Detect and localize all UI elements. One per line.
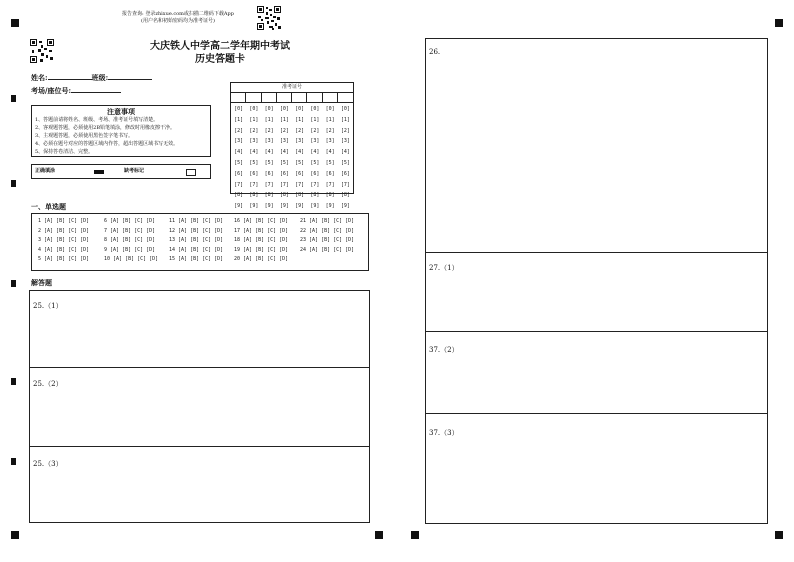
- choice-question[interactable]: 1 [A] [B] [C] [D]: [38, 218, 90, 224]
- notes-list: [32, 116, 210, 156]
- class-label: 班级:: [91, 73, 109, 82]
- ticket-bubble[interactable]: [2]: [325, 127, 335, 134]
- ticket-bubble[interactable]: [3]: [279, 138, 289, 145]
- ticket-entry-row[interactable]: [231, 93, 353, 103]
- seat-label: 考场/座位号:: [31, 86, 72, 95]
- timing-mark-left-3: [11, 280, 16, 287]
- choice-question[interactable]: 9 [A] [B] [C] [D]: [104, 246, 156, 253]
- ticket-bubble[interactable]: [2]: [234, 127, 244, 134]
- ticket-bubble[interactable]: [8]: [340, 192, 350, 199]
- ticket-bubble[interactable]: [3]: [264, 138, 274, 145]
- ticket-bubble[interactable]: [0]: [234, 106, 244, 112]
- ticket-bubble[interactable]: [8]: [264, 192, 274, 199]
- choice-question[interactable]: 10 [A] [B] [C] [D]: [104, 256, 159, 262]
- ticket-bubble[interactable]: [3]: [310, 138, 320, 145]
- ticket-bubble[interactable]: [4]: [279, 149, 289, 156]
- ticket-bubble[interactable]: [4]: [249, 149, 259, 156]
- ticket-bubble[interactable]: [0]: [264, 106, 274, 112]
- ticket-bubble[interactable]: [9]: [249, 203, 259, 210]
- ticket-bubble[interactable]: [8]: [295, 192, 305, 199]
- ticket-bubble[interactable]: [4]: [340, 149, 350, 156]
- ticket-bubble[interactable]: [7]: [340, 181, 350, 188]
- ticket-bubble[interactable]: [6]: [340, 170, 350, 177]
- correct-fill-icon: [94, 170, 104, 174]
- ticket-bubble[interactable]: [7]: [279, 181, 289, 188]
- ticket-bubble[interactable]: [7]: [234, 181, 244, 188]
- ticket-bubble[interactable]: [2]: [249, 127, 259, 134]
- timing-mark-left-4: [11, 378, 16, 385]
- ticket-bubble[interactable]: [6]: [264, 170, 274, 177]
- choice-question[interactable]: 3 [A] [B] [C] [D]: [38, 237, 90, 243]
- ticket-bubble[interactable]: [5]: [340, 159, 350, 166]
- student-info: [31, 73, 221, 99]
- timing-mark-left-2: [11, 180, 16, 187]
- ticket-bubble-grid[interactable]: [231, 103, 353, 212]
- question-26-label: 26.: [429, 48, 441, 56]
- choice-question[interactable]: 11 [A] [B] [C] [D]: [169, 218, 224, 224]
- ticket-bubble[interactable]: [9]: [264, 203, 274, 210]
- ticket-bubble[interactable]: [1]: [325, 116, 335, 123]
- ticket-bubble[interactable]: [5]: [325, 159, 335, 166]
- choice-question[interactable]: 8 [A] [B] [C] [D]: [104, 237, 156, 243]
- ticket-number-title: 准考证号: [231, 83, 353, 93]
- exam-title-line2: 历史答题卡: [195, 54, 245, 65]
- ticket-bubble[interactable]: [0]: [295, 106, 305, 112]
- timing-mark-left-5: [11, 458, 16, 465]
- app-download-qr-icon: [256, 5, 282, 31]
- question-25-3-label: 25.（3）: [33, 460, 63, 468]
- answer-area-37-2[interactable]: [425, 331, 768, 414]
- choice-question[interactable]: 13 [A] [B] [C] [D]: [169, 237, 224, 243]
- ticket-bubble[interactable]: [1]: [295, 116, 305, 123]
- ticket-bubble[interactable]: [4]: [234, 149, 244, 156]
- absent-mark-box[interactable]: [186, 169, 196, 176]
- ticket-bubble[interactable]: [3]: [295, 138, 305, 145]
- ticket-bubble[interactable]: [3]: [325, 138, 335, 145]
- ticket-bubble[interactable]: [6]: [325, 170, 335, 177]
- ticket-bubble[interactable]: [8]: [234, 192, 244, 199]
- question-37-2-label: 37.（2）: [429, 346, 459, 354]
- note-item: 4、必须在题号对应的答题区域内作答，超出答题区域书写无效。: [35, 141, 179, 147]
- note-item: 2、客观题答题，必须使用2B铅笔填涂，修改时用橡皮擦干净。: [35, 125, 176, 131]
- ticket-bubble[interactable]: [9]: [279, 203, 289, 210]
- question-27-1-label: 27.（1）: [429, 264, 459, 272]
- choice-question[interactable]: 7 [A] [B] [C] [D]: [104, 227, 156, 234]
- ticket-bubble[interactable]: [5]: [264, 159, 274, 166]
- ticket-bubble[interactable]: [0]: [340, 106, 350, 112]
- registration-mark-bottom-center-right: [411, 531, 419, 539]
- choice-question[interactable]: 14 [A] [B] [C] [D]: [169, 246, 224, 253]
- choice-question[interactable]: 4 [A] [B] [C] [D]: [38, 246, 90, 253]
- ticket-bubble[interactable]: [1]: [234, 116, 244, 123]
- choice-question[interactable]: 6 [A] [B] [C] [D]: [104, 218, 156, 224]
- ticket-bubble[interactable]: [5]: [249, 159, 259, 166]
- registration-mark-top-left: [11, 19, 19, 27]
- ticket-bubble[interactable]: [1]: [279, 116, 289, 123]
- ticket-bubble[interactable]: [5]: [295, 159, 305, 166]
- ticket-bubble[interactable]: [9]: [340, 203, 350, 210]
- choice-question[interactable]: 20 [A] [B] [C] [D]: [234, 256, 289, 262]
- question-25-1-label: 25.（1）: [33, 302, 63, 310]
- ticket-bubble[interactable]: [3]: [234, 138, 244, 145]
- ticket-bubble[interactable]: [5]: [234, 159, 244, 166]
- ticket-bubble[interactable]: [8]: [249, 192, 259, 199]
- correct-fill-label: 正确填涂: [35, 168, 56, 174]
- ticket-bubble[interactable]: [1]: [249, 116, 259, 123]
- answer-area-25-2[interactable]: [29, 367, 370, 447]
- question-37-3-label: 37.（3）: [429, 429, 459, 437]
- name-label: 姓名:: [31, 73, 48, 82]
- ticket-bubble[interactable]: [2]: [295, 127, 305, 134]
- ticket-number-box: [230, 82, 354, 210]
- choice-question[interactable]: 2 [A] [B] [C] [D]: [38, 227, 90, 234]
- ticket-bubble[interactable]: [9]: [295, 203, 305, 210]
- ticket-bubble[interactable]: [9]: [234, 203, 244, 210]
- choice-question[interactable]: 19 [A] [B] [C] [D]: [234, 246, 289, 253]
- answer-area-25-3[interactable]: [29, 446, 370, 523]
- ticket-bubble[interactable]: [8]: [279, 192, 289, 199]
- report-notice-line1: 报告查询: 登录zhixue.com或扫描二维码下载App: [122, 11, 234, 17]
- choice-question[interactable]: 5 [A] [B] [C] [D]: [38, 256, 90, 262]
- class-field[interactable]: [108, 73, 152, 80]
- exam-title-line1: 大庆铁人中学高二学年期中考试: [150, 41, 290, 52]
- choice-question[interactable]: 24 [A] [B] [C] [D]: [300, 246, 355, 253]
- ticket-bubble[interactable]: [4]: [310, 149, 320, 156]
- answer-area-25-1[interactable]: [29, 290, 370, 368]
- ticket-bubble[interactable]: [6]: [249, 170, 259, 177]
- choice-question[interactable]: 17 [A] [B] [C] [D]: [234, 227, 289, 234]
- answer-area-26[interactable]: [425, 38, 768, 253]
- ticket-bubble[interactable]: [5]: [279, 159, 289, 166]
- ticket-bubble[interactable]: [3]: [340, 138, 350, 145]
- ticket-bubble[interactable]: [7]: [295, 181, 305, 188]
- timing-mark-left-1: [11, 95, 16, 102]
- choice-question[interactable]: 21 [A] [B] [C] [D]: [300, 218, 355, 224]
- ticket-bubble[interactable]: [2]: [310, 127, 320, 134]
- report-notice-line2: (用户名和初始密码均为准考证号): [141, 18, 215, 24]
- choice-question[interactable]: 18 [A] [B] [C] [D]: [234, 237, 289, 243]
- answer-section-title: 解答题: [31, 278, 52, 287]
- ticket-bubble[interactable]: [2]: [340, 127, 350, 134]
- ticket-bubble[interactable]: [4]: [264, 149, 274, 156]
- ticket-bubble[interactable]: [2]: [264, 127, 274, 134]
- ticket-bubble[interactable]: [0]: [249, 106, 259, 112]
- registration-mark-bottom-center-left: [375, 531, 383, 539]
- ticket-bubble[interactable]: [7]: [310, 181, 320, 188]
- registration-mark-top-right: [775, 19, 783, 27]
- ticket-bubble[interactable]: [6]: [234, 170, 244, 177]
- ticket-bubble[interactable]: [0]: [279, 106, 289, 112]
- ticket-bubble[interactable]: [4]: [325, 149, 335, 156]
- choice-question[interactable]: 16 [A] [B] [C] [D]: [234, 218, 289, 224]
- registration-mark-bottom-left: [11, 531, 19, 539]
- ticket-bubble[interactable]: [7]: [325, 181, 335, 188]
- choice-section-title: 一、单选题: [31, 202, 66, 211]
- ticket-bubble[interactable]: [3]: [249, 138, 259, 145]
- ticket-bubble[interactable]: [6]: [295, 170, 305, 177]
- choice-question[interactable]: 15 [A] [B] [C] [D]: [169, 256, 224, 262]
- ticket-bubble[interactable]: [9]: [310, 203, 320, 210]
- fill-example-box: [31, 164, 211, 179]
- seat-field[interactable]: [71, 86, 121, 93]
- answer-area-37-3[interactable]: [425, 413, 768, 524]
- question-25-2-label: 25.（2）: [33, 380, 63, 388]
- ticket-bubble[interactable]: [6]: [310, 170, 320, 177]
- ticket-bubble[interactable]: [4]: [295, 149, 305, 156]
- name-field[interactable]: [48, 73, 92, 80]
- notes-box: [31, 105, 211, 157]
- choice-question[interactable]: 23 [A] [B] [C] [D]: [300, 237, 355, 243]
- choice-question[interactable]: 12 [A] [B] [C] [D]: [169, 227, 224, 234]
- ticket-bubble[interactable]: [8]: [310, 192, 320, 199]
- ticket-bubble[interactable]: [7]: [249, 181, 259, 188]
- choice-question[interactable]: 22 [A] [B] [C] [D]: [300, 227, 355, 234]
- exam-title: [110, 40, 330, 66]
- absent-mark-label: 缺考标记: [124, 168, 145, 174]
- ticket-bubble[interactable]: [5]: [310, 159, 320, 166]
- answer-area-27-1[interactable]: [425, 252, 768, 332]
- ticket-bubble[interactable]: [1]: [310, 116, 320, 123]
- notes-title: 注意事项: [107, 107, 135, 116]
- note-item: 3、主观题答题，必须使用黑色签字笔书写。: [35, 133, 134, 139]
- registration-mark-bottom-right: [775, 531, 783, 539]
- ticket-bubble[interactable]: [8]: [325, 192, 335, 199]
- note-item: 5、保持答卷清洁、完整。: [35, 149, 94, 155]
- student-qr-icon: [29, 38, 55, 64]
- note-item: 1、答题前请将姓名、班级、考场、准考证号填写清楚。: [35, 117, 159, 123]
- ticket-bubble[interactable]: [6]: [279, 170, 289, 177]
- ticket-bubble[interactable]: [2]: [279, 127, 289, 134]
- ticket-bubble[interactable]: [1]: [264, 116, 274, 123]
- ticket-bubble[interactable]: [0]: [310, 106, 320, 112]
- choice-box: [31, 213, 369, 271]
- ticket-bubble[interactable]: [1]: [340, 116, 350, 123]
- ticket-bubble[interactable]: [0]: [325, 106, 335, 112]
- ticket-bubble[interactable]: [7]: [264, 181, 274, 188]
- report-notice: [108, 11, 248, 25]
- ticket-bubble[interactable]: [9]: [325, 203, 335, 210]
